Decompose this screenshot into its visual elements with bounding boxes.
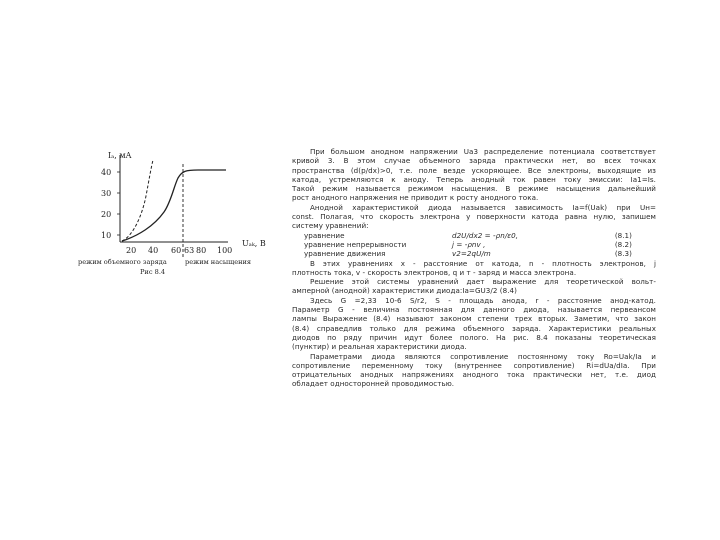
text-line: (8.4) справедлив только для режима объемного заряда. Характеристики реальных <box>292 323 656 333</box>
text-line: Анодной характеристикой диода называется зависимость Ia=f(Uak) при Uн= <box>310 202 656 212</box>
equation-formula: v2=2qU/m <box>452 249 491 259</box>
x-axis-label: Uₐₖ, В <box>242 239 266 248</box>
x-tick-label: 100 <box>217 246 233 255</box>
diode-characteristic-figure <box>58 146 280 288</box>
text-line: (пунктир) и реальная характеристики диода. <box>292 342 467 352</box>
y-tick-label: 10 <box>101 231 112 240</box>
equation-formula: d2U/dx2 = -ρn/ε0, <box>452 230 519 240</box>
equation-name: уравнение непрерывности <box>304 239 407 249</box>
x-tick-label: 40 <box>148 246 159 255</box>
text-line: const. Полагая, что скорость электрона у поверхности катода равна нулю, запишем <box>292 212 656 222</box>
text-line: обладает односторонней проводимостью. <box>292 379 455 389</box>
text-line: В этих уравнениях х - расстояние от катода, n - плотность электронов, j <box>310 258 656 268</box>
equation-name: уравнение движения <box>304 249 386 259</box>
equation-number: (8.2) <box>614 239 632 249</box>
space-charge-regime-label: режим объемного заряда <box>78 258 167 266</box>
text-line: рост анодного напряжения не приводит к росту анодного тока. <box>292 193 539 203</box>
equation-number: (8.1) <box>614 230 632 240</box>
text-line: отрицательных анодных напряжениях анодного тока практически нет, т.е. диод <box>292 370 656 380</box>
text-line: пространства (d(p/dx)>0, т.е. поле везде ускоряющее. Все электроны, выходящие из <box>292 165 656 175</box>
figure-svg <box>58 146 280 288</box>
y-tick-label: 40 <box>101 168 112 177</box>
saturation-regime-label: режим насыщения <box>185 258 252 266</box>
text-line: Здесь G =2,33 10-6 S/r2, S - площадь анода, r - расстояние анод-катод. <box>310 295 656 305</box>
equation-number: (8.3) <box>614 249 632 259</box>
text-line: амперной (анодной) характеристики диода:Ia=GU3/2 (8.4) <box>292 286 517 296</box>
text-line: сопротивление переменному току (внутреннее сопротивление) Ri=dUa/dIa. При <box>292 360 656 370</box>
text-line: При большом анодном напряжении Ua3 распределение потенциала соответствует <box>310 147 656 156</box>
equation-formula: j = -ρnv , <box>452 239 486 249</box>
equation-row <box>292 249 656 258</box>
figure-caption: Рис 8.4 <box>140 268 166 276</box>
equation-name: уравнение <box>304 230 345 240</box>
x-tick-label: 60 <box>171 246 182 255</box>
text-line: плотность тока, v - скорость электронов, q и т - заряд и масса электрона. <box>292 267 577 277</box>
text-line: систему уравнений: <box>292 221 369 231</box>
y-tick-label: 30 <box>101 189 112 198</box>
text-line: лампы Выражение (8.4) называют законом степени трех вторых. Заметим, что закон <box>292 314 656 324</box>
text-line: Параметр G - величина постоянная для данного диода, называется первеансом <box>292 305 656 315</box>
equation-row <box>292 231 656 240</box>
text-line: диодов по ряду причин идут более полого. На рис. 8.4 показаны теоретическая <box>292 332 656 342</box>
x-tick-label: 20 <box>126 246 137 255</box>
text-line: катода, устремляются к аноду. Теперь анодный ток равен току эмиссии: Ia1=Is. <box>292 174 656 184</box>
theoretical-curve <box>122 160 153 241</box>
text-line: Параметрами диода являются сопротивление постоянному току Ro=Uak/Ia и <box>310 351 656 361</box>
equation-row <box>292 240 656 249</box>
y-tick-label: 20 <box>101 210 112 219</box>
text-line: кривой 3. В этом случае объемного заряда практически нет, во всех точках <box>292 156 656 166</box>
real-curve <box>122 170 226 241</box>
x-dash-label: 63 <box>184 246 195 255</box>
x-tick-label: 80 <box>196 246 207 255</box>
text-line: Такой режим называется режимом насыщения. В режиме насыщения дальнейший <box>292 184 656 194</box>
text-line: Решение этой системы уравнений дает выражение для теоретической вольт- <box>310 277 656 287</box>
body-text <box>292 147 656 389</box>
y-axis-label: Iₐ, мА <box>108 151 132 160</box>
